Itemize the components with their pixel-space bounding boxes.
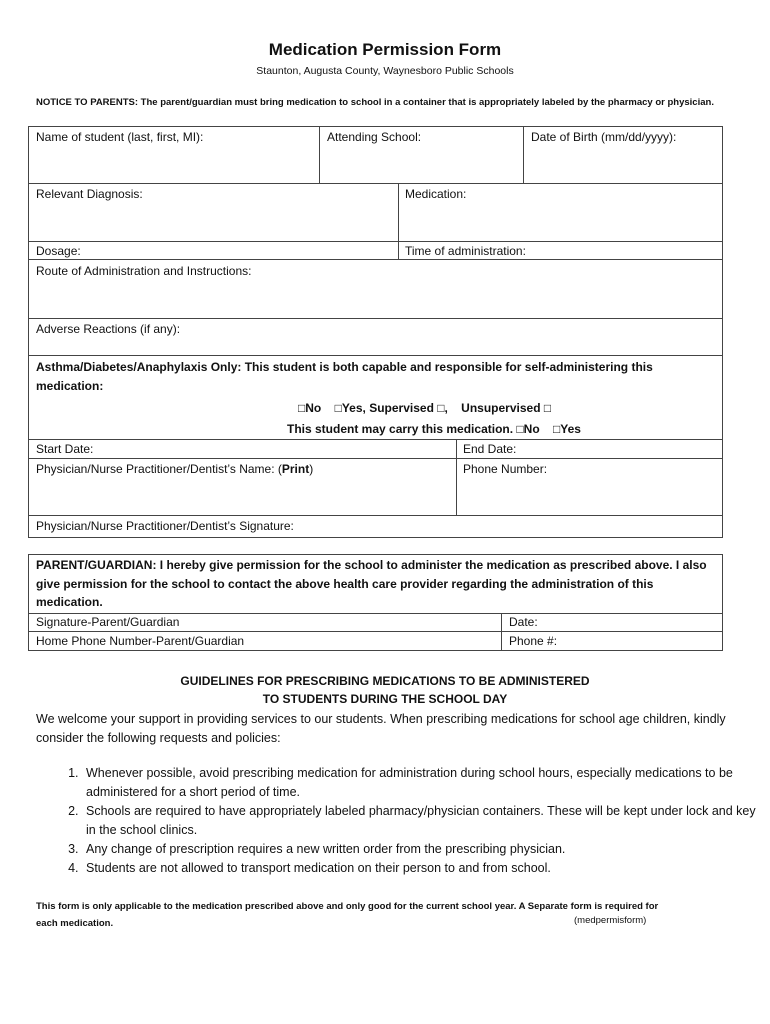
attending-school-field[interactable]: Attending School: <box>327 130 422 144</box>
carry-yes-label: Yes <box>560 422 581 436</box>
student-name-field[interactable]: Name of student (last, first, MI): <box>36 130 204 144</box>
divider <box>28 458 723 459</box>
time-of-administration-field[interactable]: Time of administration: <box>405 244 526 258</box>
divider <box>501 613 502 651</box>
home-phone-field[interactable]: Home Phone Number-Parent/Guardian <box>36 634 245 648</box>
adverse-reactions-field[interactable]: Adverse Reactions (if any): <box>36 322 181 336</box>
page-subtitle: Staunton, Augusta County, Waynesboro Public Schools <box>256 65 514 77</box>
parent-date-field[interactable]: Date: <box>509 615 538 629</box>
parent-signature-field[interactable]: Signature-Parent/Guardian <box>36 615 180 629</box>
guidelines-list <box>40 764 762 878</box>
divider <box>523 126 524 183</box>
divider <box>28 183 723 184</box>
footer-note: This form is only applicable to the medication prescribed above and only good for the current school year. A Separate form is required for each medication. <box>36 901 659 929</box>
parent-notice: NOTICE TO PARENTS: The parent/guardian must bring medication to school in a container that is appropriately labeled by the pharmacy or physician. <box>36 97 714 108</box>
physician-signature-field[interactable]: Physician/Nurse Practitioner/Dentist’s Signature: <box>36 519 294 533</box>
divider <box>456 439 457 515</box>
divider <box>28 439 723 440</box>
divider <box>28 241 723 242</box>
list-item: 4. Students are not allowed to transport medication on their person to and from school. <box>82 859 762 878</box>
carry-no-label: No <box>523 422 540 436</box>
guidelines-title-line2: TO STUDENTS DURING THE SCHOOL DAY <box>262 692 508 706</box>
carry-medication-label: This student may carry this medication. <box>287 422 514 436</box>
list-item: 2. Schools are required to have appropriately labeled pharmacy/physician containers. These will be kept under lock and key in the school clinics. <box>82 802 762 840</box>
parent-permission-statement: PARENT/GUARDIAN: I hereby give permission for the school to administer the medication as prescribed above. I also give permission for the school to contact the above health care provider regarding the administration of this medication. <box>36 558 707 609</box>
medication-field[interactable]: Medication: <box>405 187 467 201</box>
end-date-field[interactable]: End Date: <box>463 442 517 456</box>
no-label: No <box>305 401 322 415</box>
list-item: 3. Any change of prescription requires a new written order from the prescribing physician. <box>82 840 762 859</box>
start-date-field[interactable]: Start Date: <box>36 442 94 456</box>
parent-phone-field[interactable]: Phone #: <box>509 634 558 648</box>
physician-phone-field[interactable]: Phone Number: <box>463 462 548 476</box>
date-of-birth-field[interactable]: Date of Birth (mm/dd/yyyy): <box>531 130 677 144</box>
physician-name-label: Physician/Nurse Practitioner/Dentist’s Name: ( <box>36 462 282 476</box>
self-administration-statement: Asthma/Diabetes/Anaphylaxis Only: This student is both capable and responsible for self-administering this medication: <box>36 360 653 393</box>
dosage-field[interactable]: Dosage: <box>36 244 81 258</box>
print-word: Print <box>281 462 310 476</box>
diagnosis-field[interactable]: Relevant Diagnosis: <box>36 187 143 201</box>
yes-checkbox[interactable]: □ <box>334 401 342 415</box>
divider <box>28 355 723 356</box>
divider <box>28 318 723 319</box>
divider <box>28 631 723 632</box>
divider <box>398 183 399 259</box>
supervised-checkbox[interactable]: □ <box>437 401 445 415</box>
carry-medication-options <box>287 422 581 437</box>
divider <box>28 515 723 516</box>
guidelines-title-line1: GUIDELINES FOR PRESCRIBING MEDICATIONS TO BE ADMINISTERED <box>180 674 590 688</box>
unsupervised-label: Unsupervised <box>461 401 541 415</box>
physician-name-close: ) <box>309 462 314 476</box>
list-item: 1. Whenever possible, avoid prescribing medication for administration during school hours, especially medications to be administered for a short period of time. <box>82 764 762 802</box>
physician-name-field[interactable] <box>36 462 313 477</box>
form-id: (medpermisform) <box>574 915 647 926</box>
route-instructions-field[interactable]: Route of Administration and Instructions: <box>36 264 252 278</box>
yes-supervised-label: Yes, Supervised <box>341 401 434 415</box>
self-admin-options: □No □Yes, Supervised □, Unsupervised □ <box>298 401 552 415</box>
guidelines-intro: We welcome your support in providing services to our students. When prescribing medications for school age children, kindly consider the following requests and policies: <box>36 712 726 745</box>
divider <box>28 259 723 260</box>
carry-no-checkbox[interactable]: □ <box>516 422 524 436</box>
carry-yes-checkbox[interactable]: □ <box>553 422 561 436</box>
page-title: Medication Permission Form <box>268 40 502 59</box>
divider <box>28 613 723 614</box>
unsupervised-checkbox[interactable]: □ <box>543 401 552 415</box>
no-checkbox[interactable]: □ <box>298 401 306 415</box>
divider <box>319 126 320 183</box>
